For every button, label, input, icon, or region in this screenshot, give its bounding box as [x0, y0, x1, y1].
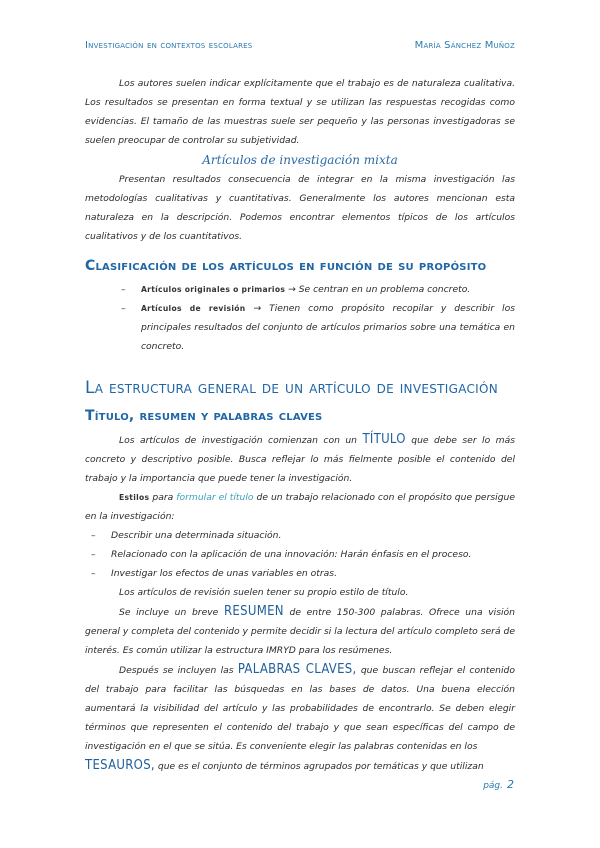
- list-text: Tienen como propósito recopilar y describir los principales resultados del conjunto de artículos primarios sobre una temática en concreto.: [141, 303, 516, 352]
- heading-clasificacion: Clasificación de los artículos en función de su propósito: [85, 258, 487, 274]
- arrow-icon: →: [288, 284, 296, 295]
- paragraph-titulo: Los artículos de investigación comienzan con un TÍTULO que debe ser lo más concreto y descriptivo posible. Busca reflejar lo más fielmente posible el contenido del trabajo y la importancia que puede tener la investigación.: [85, 432, 516, 484]
- paragraph-resumen: Se incluye un breve RESUMEN de entre 150-300 palabras. Ofrece una visión general y completa del contenido y permite decidir si la lectura del artículo completo será de interés. Es común utilizar la estructura IMRYD para los resúmenes.: [85, 604, 515, 656]
- keyword-titulo: TÍTULO: [362, 432, 406, 447]
- keyword-resumen: RESUMEN: [223, 604, 284, 619]
- list-term: Artículos de revisión: [141, 304, 246, 313]
- header-author: María Sánchez Muñoz: [414, 40, 515, 51]
- page-number: 2: [507, 778, 514, 791]
- term-estilos: Estilos: [119, 493, 150, 502]
- keyword-tesauros: TESAUROS,: [85, 758, 155, 773]
- list-item: [85, 280, 515, 299]
- paragraph-estilos: Estilos para formular el título de un trabajo relacionado con el propósito que persigue en la investigación:: [85, 492, 516, 522]
- header-course-title: Investigación en contextos escolares: [85, 40, 253, 51]
- formular-titulo-link[interactable]: formular el título: [176, 492, 254, 503]
- list-item: [85, 299, 515, 356]
- keyword-palabras-claves: PALABRAS CLAVES,: [237, 662, 357, 677]
- paragraph-cualitativa: Los autores suelen indicar explícitamente que el trabajo es de naturaleza cualitativa. Los resultados se presentan en forma textual y se utilizan las respuestas recogidas como evidencias. El tamaño de las muestras suele ser pequeño y las personas investigadoras se suelen preocupar de controlar su subjetividad.: [85, 78, 515, 146]
- paragraph-palabras-claves: Después se incluyen las PALABRAS CLAVES, que buscan reflejar el contenido del trabajo para facilitar las búsquedas en las bases de datos. Una buena elección aumentará la visibilidad del artículo y las probabilidades de encontrarlo. Se deben elegir términos que representen el contenido del trabajo y que sean específicas del campo de investigación en el que se sitúa. Es conveniente elegir las palabras contenidas en los: [85, 662, 516, 752]
- list-term: Artículos originales o primarios: [141, 285, 286, 294]
- paragraph-tesauros: TESAUROS, que es el conjunto de términos agrupados por temáticas y que utilizan: [85, 758, 484, 773]
- list-item: – Investigar los efectos de unas variables en otras.: [85, 564, 515, 583]
- page-header: [85, 40, 515, 56]
- estilos-list: [85, 526, 515, 583]
- heading-titulo-resumen: Título, resumen y palabras claves: [85, 408, 323, 424]
- paragraph-revision-titulo: Los artículos de revisión suelen tener su propio estilo de título.: [119, 587, 409, 598]
- list-item: – Describir una determinada situación.: [85, 526, 515, 545]
- document-body: [85, 74, 515, 776]
- page-footer: [483, 778, 514, 791]
- page-label: pág.: [483, 781, 503, 791]
- list-text: Se centran en un problema concreto.: [298, 284, 471, 295]
- paragraph-mixta: Presentan resultados consecuencia de integrar en la misma investigación las metodologías cualitativas y cuantitativas. Generalmente los autores mencionan esta naturaleza en la descripción. Podemos encontrar elementos típicos de los artículos cualitativos y de los cuantitativos.: [85, 174, 515, 242]
- subheading-mixta: Artículos de investigación mixta: [202, 153, 398, 167]
- arrow-icon: →: [253, 303, 262, 314]
- clasificacion-list: [85, 280, 515, 356]
- heading-estructura: La estructura general de un artículo de investigación: [85, 378, 499, 398]
- list-item: – Relacionado con la aplicación de una innovación: Harán énfasis en el proceso.: [85, 545, 515, 564]
